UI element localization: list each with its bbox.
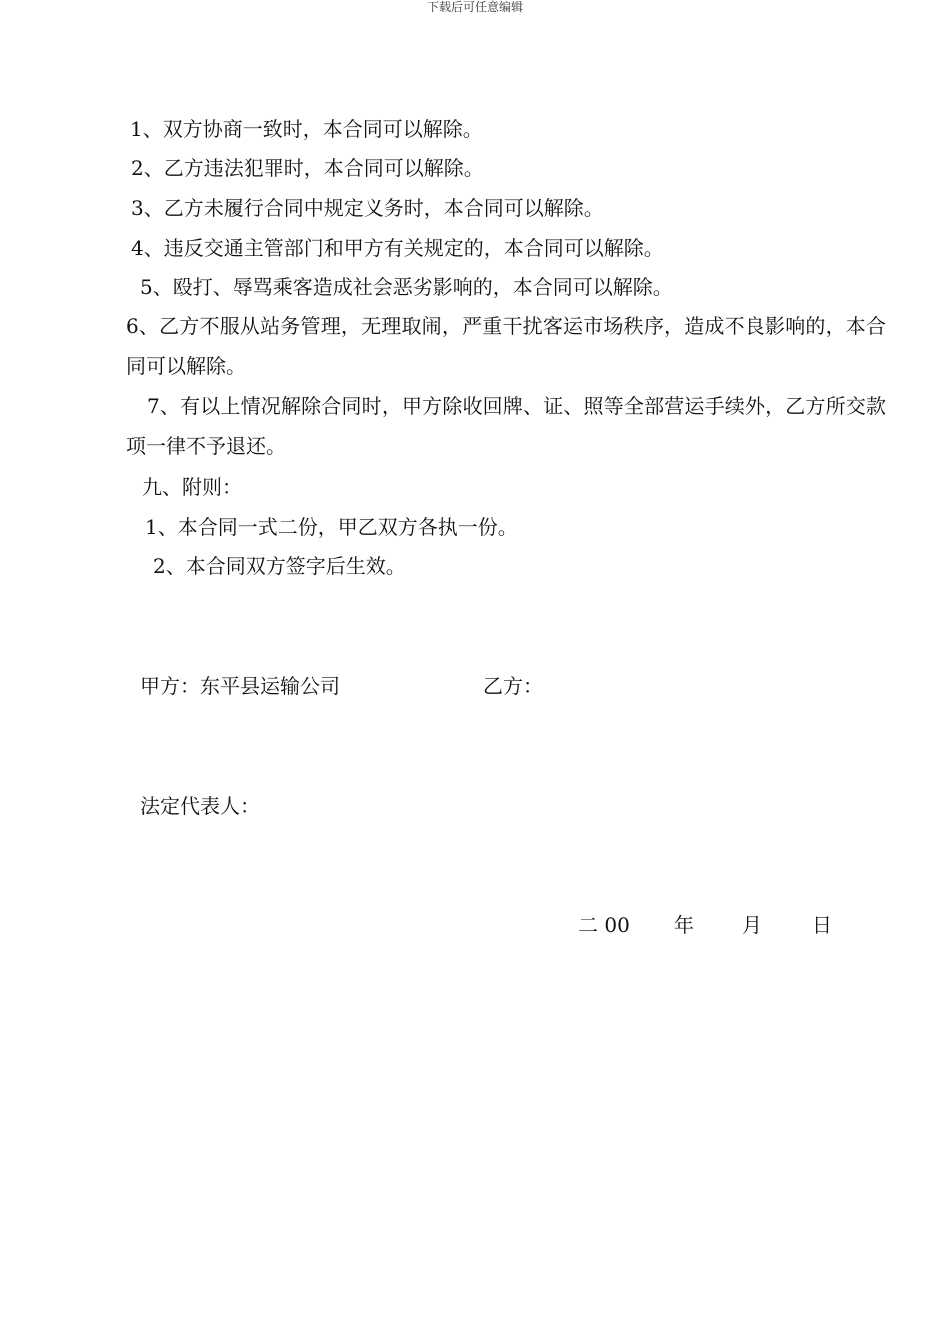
party-a-signature: 甲方：东平县运输公司	[140, 674, 340, 698]
clause-item-2: 2、乙方违法犯罪时，本合同可以解除。	[131, 156, 484, 180]
clause-item-4: 4、违反交通主管部门和甲方有关规定的，本合同可以解除。	[131, 236, 664, 260]
clause-item-3: 3、乙方未履行合同中规定义务时，本合同可以解除。	[131, 196, 604, 220]
legal-representative: 法定代表人：	[140, 794, 260, 818]
date-month-label: 月	[742, 913, 762, 937]
clause-item-1: 1、双方协商一致时，本合同可以解除。	[130, 117, 483, 141]
appendix-heading: 九、附则：	[142, 475, 242, 499]
appendix-item-1: 1、本合同一式二份，甲乙双方各执一份。	[145, 515, 518, 539]
party-b-signature: 乙方：	[483, 674, 543, 698]
clause-item-5: 5、殴打、辱骂乘客造成社会恶劣影响的，本合同可以解除。	[140, 275, 673, 299]
clause-item-7: 7、有以上情况解除合同时，甲方除收回牌、证、照等全部营运手续外，乙方所交款项一律不予退还。	[126, 394, 886, 458]
date-day-label: 日	[812, 913, 832, 937]
appendix-item-2: 2、本合同双方签字后生效。	[153, 554, 406, 578]
date-year-label: 年	[674, 913, 694, 937]
date-prefix: 二 00	[578, 913, 630, 937]
clause-item-6: 6、乙方不服从站务管理，无理取闹，严重干扰客运市场秩序，造成不良影响的，本合同可以解除。	[126, 314, 886, 378]
page-header-note: 下载后可任意编辑	[426, 0, 523, 14]
